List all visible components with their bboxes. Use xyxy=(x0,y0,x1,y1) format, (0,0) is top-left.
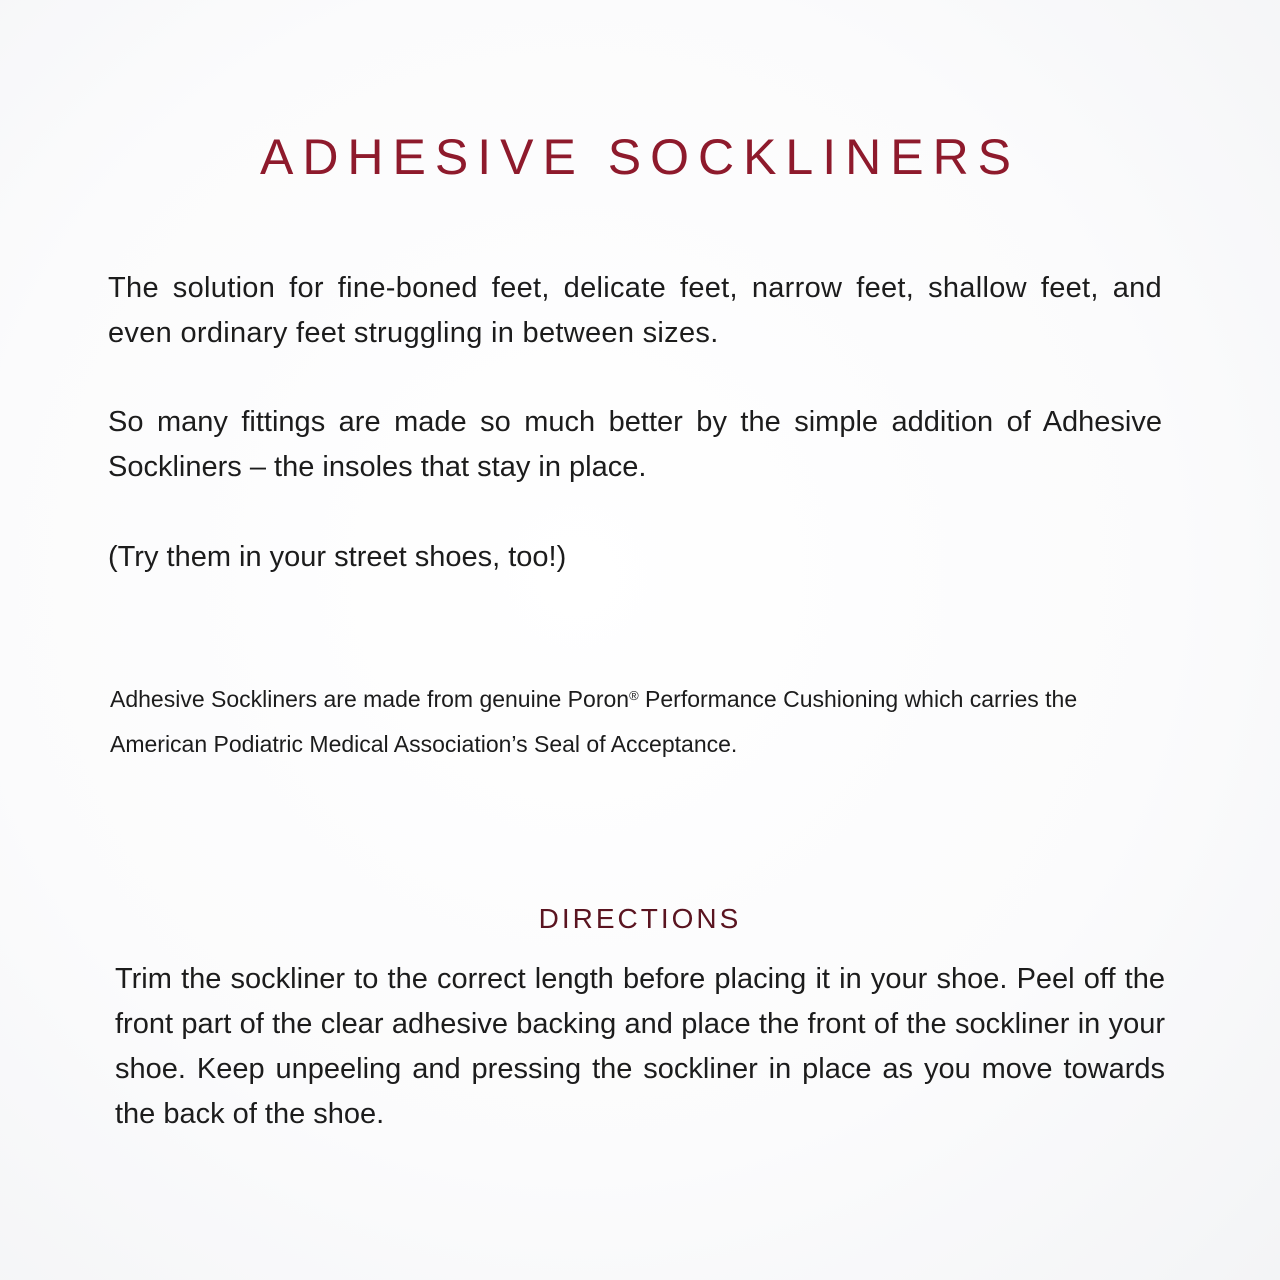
benefit-paragraph: So many fittings are made so much better by the simple addition of Adhesive Sockliners – the insoles that stay in place. xyxy=(108,406,1162,483)
page-title: ADHESIVE SOCKLINERS xyxy=(259,129,1021,185)
material-note-after: Performance Cushioning which carries the American Podiatric Medical Association’s Seal of Acceptance. xyxy=(110,686,1078,757)
material-note-before: Adhesive Sockliners are made from genuine Poron xyxy=(110,686,630,712)
registered-mark: ® xyxy=(629,688,639,703)
directions-heading: DIRECTIONS xyxy=(538,903,742,934)
street-shoes-paragraph: (Try them in your street shoes, too!) xyxy=(108,541,567,573)
material-note xyxy=(110,677,1164,767)
intro-paragraph: The solution for fine-boned feet, delicate feet, narrow feet, shallow feet, and even ordinary feet struggling in between sizes. xyxy=(108,272,1162,349)
directions-text: Trim the sockliner to the correct length before placing it in your shoe. Peel off the front part of the clear adhesive backing and place the front of the sockliner in your shoe. Keep unpeeling and pressing the sockliner in place as you move towards the back of the shoe. xyxy=(115,963,1165,1130)
